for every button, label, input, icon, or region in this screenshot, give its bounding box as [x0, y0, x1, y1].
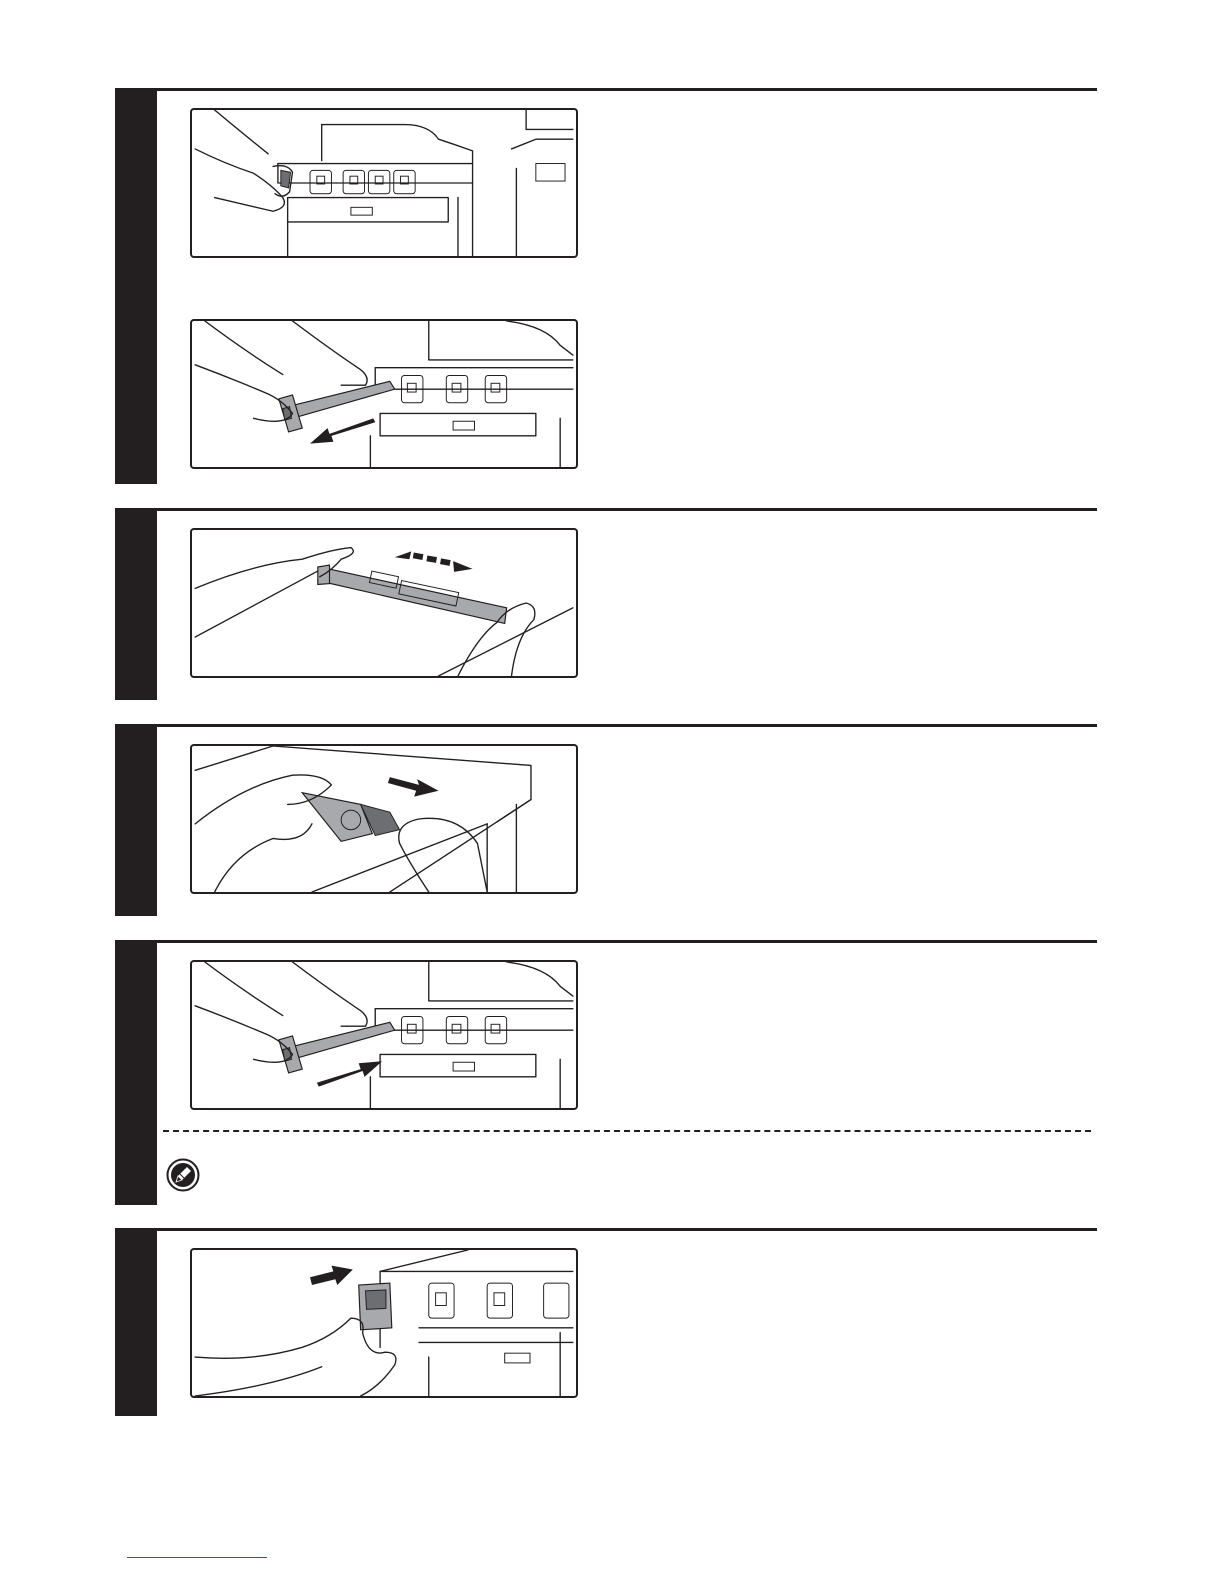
illustration-remove-toner-cartridge — [190, 319, 578, 469]
step-1 — [115, 88, 1097, 484]
step-3-rule — [157, 724, 1097, 727]
note-divider — [163, 1130, 1091, 1132]
illustration-remove-cartridge-cap — [190, 744, 578, 894]
illustration-shake-toner-cartridge — [190, 528, 578, 678]
step-4 — [115, 940, 1097, 1205]
illustration-close-front-cover — [190, 1248, 578, 1398]
step-3 — [115, 724, 1097, 916]
step-3-bar — [115, 724, 157, 916]
footer-link-underline[interactable] — [127, 1557, 267, 1558]
illustration-insert-toner-cartridge — [190, 960, 578, 1110]
illustration-open-front-cover — [190, 108, 578, 258]
step-5-bar — [115, 1228, 157, 1416]
step-2-bar — [115, 508, 157, 700]
step-4-rule — [157, 940, 1097, 943]
step-2 — [115, 508, 1097, 700]
step-2-rule — [157, 508, 1097, 511]
step-4-bar — [115, 940, 157, 1205]
pencil-note-icon — [166, 1158, 200, 1192]
step-1-bar — [115, 88, 157, 484]
step-1-rule — [157, 88, 1097, 91]
step-5-rule — [157, 1228, 1097, 1231]
step-5 — [115, 1228, 1097, 1416]
